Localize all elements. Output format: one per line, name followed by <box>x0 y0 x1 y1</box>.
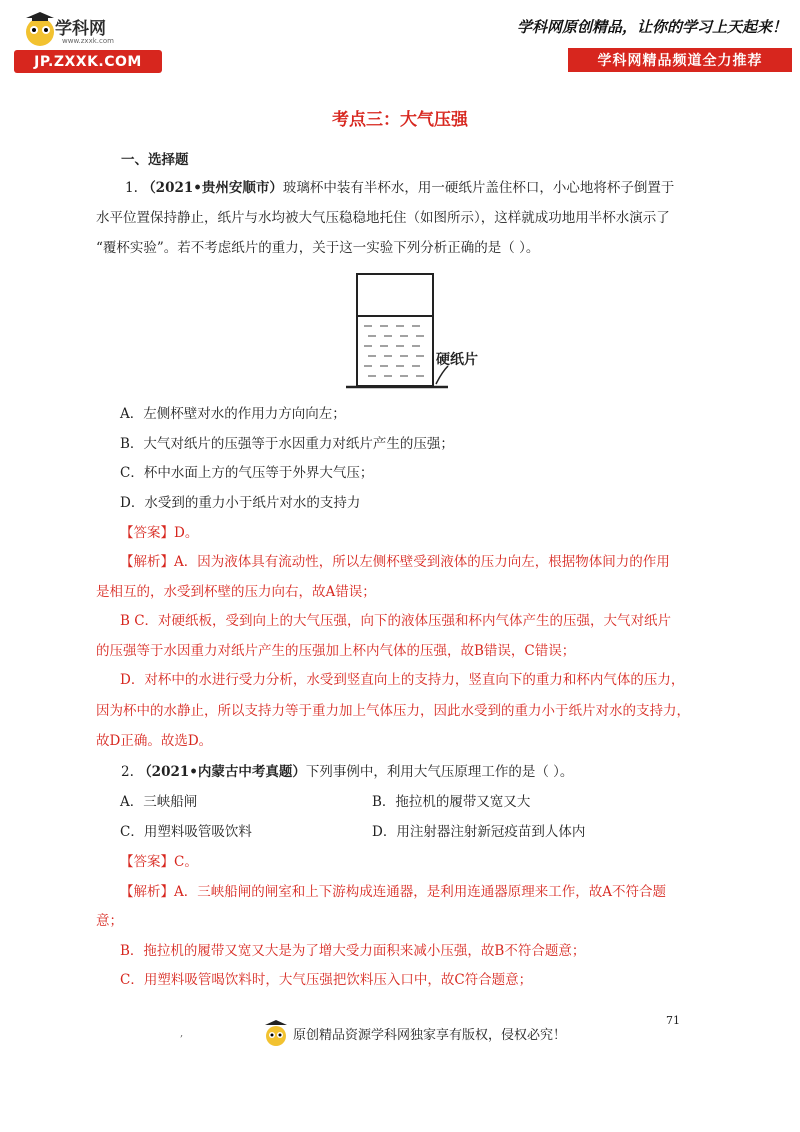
q1-stem-2: 水平位置保持静止，纸片与水均被大气压稳稳地托住（如图所示），这样就成功地用半杯水演示了 <box>96 210 670 226</box>
q2-option-a: A．三峡船闸 <box>120 794 198 810</box>
q2-analysis-line2: 意； <box>96 913 123 929</box>
header-banner: 学科网精品频道全力推荐 <box>568 48 792 72</box>
q2-analysis-line3: B．拖拉机的履带又宽又大是为了增大受力面积来减小压强，故B不符合题意； <box>120 943 586 959</box>
q2-analysis-text-1: A．三峡船闸的闸室和上下游构成连通器，是利用连通器原理来工作，故A不符合题 <box>174 884 666 900</box>
q2-answer-value: C。 <box>174 854 198 870</box>
q1-option-a: A．左侧杯壁对水的作用力方向向左； <box>120 406 346 422</box>
q2-option-b: B．拖拉机的履带又宽又大 <box>372 794 531 810</box>
q1-stem-3: “覆杯实验”。若不考虑纸片的重力，关于这一实验下列分析正确的是（ ）。 <box>96 240 540 256</box>
q1-analysis-line1 <box>120 552 670 572</box>
q2-answer-tag: 【答案】 <box>120 854 174 870</box>
page-title: 考点三：大气压强 <box>332 110 468 130</box>
q2-analysis-line1 <box>120 882 666 902</box>
q1-analysis-line5: D．对杯中的水进行受力分析，水受到竖直向上的支持力，竖直向下的重力和杯内气体的压力， <box>120 672 685 688</box>
q2-option-c: C．用塑料吸管吸饮料 <box>120 824 252 840</box>
q1-option-d: D．水受到的重力小于纸片对水的支持力 <box>120 495 361 511</box>
q1-option-c: C．杯中水面上方的气压等于外界大气压； <box>120 465 374 481</box>
q2-source: （2021•内蒙古中考真题） <box>138 764 306 780</box>
q1-analysis-tag: 【解析】 <box>120 554 174 570</box>
q1-option-b: B．大气对纸片的压强等于水因重力对纸片产生的压强； <box>120 436 454 452</box>
q1-analysis-line3: B C．对硬纸板，受到向上的大气压强，向下的液体压强和杯内气体产生的压强，大气对纸片 <box>120 613 672 629</box>
q1-analysis-line4: 的压强等于水因重力对纸片产生的压强加上杯内气体的压强，故B错误，C错误； <box>96 643 576 659</box>
q2-option-d: D．用注射器注射新冠疫苗到人体内 <box>372 824 586 840</box>
logo-badge: JP.ZXXK.COM <box>14 50 162 73</box>
q2-analysis-line4: C．用塑料吸管喝饮料时，大气压强把饮料压入口中，故C符合题意； <box>120 972 533 988</box>
q1-analysis-line7: 故D正确。故选D。 <box>96 733 213 749</box>
q1-analysis-line2: 是相互的，水受到杯壁的压力向右，故A错误； <box>96 584 376 600</box>
q2-stem <box>121 762 573 782</box>
q1-answer <box>120 523 198 543</box>
q1-answer-tag: 【答案】 <box>120 525 174 541</box>
footer-owl-icon <box>262 1018 290 1050</box>
footer-mark: , <box>180 1028 184 1039</box>
logo-text: 学科网 <box>55 19 106 39</box>
q1-stem-1: 玻璃杯中装有半杯水，用一硬纸片盖住杯口，小心地将杯子倒置于 <box>282 180 675 196</box>
q1-analysis-line6: 因为杯中的水静止，所以支持力等于重力加上气体压力，因此水受到的重力小于纸片对水的支持力， <box>96 703 690 719</box>
header-slogan: 学科网原创精品，让你的学习上天起来！ <box>517 18 788 36</box>
figure-card-label: 硬纸片 <box>436 352 478 368</box>
footer-notice: 原创精品资源学科网独家享有版权，侵权必究！ <box>293 1028 567 1043</box>
inverted-cup-figure <box>336 268 496 398</box>
q2-stem-text: 下列事例中，利用大气压原理工作的是（ ）。 <box>305 764 574 780</box>
q2-number: 2. <box>121 764 134 780</box>
q1-number: 1. <box>125 180 138 196</box>
q1-answer-value: D。 <box>174 525 199 541</box>
q1-line1 <box>125 178 674 198</box>
page-number: 71 <box>666 1014 680 1027</box>
q2-analysis-tag: 【解析】 <box>120 884 174 900</box>
q2-answer <box>120 852 198 872</box>
q1-source: （2021•贵州安顺市） <box>142 180 283 196</box>
q1-analysis-text-1: A．因为液体具有流动性，所以左侧杯壁受到液体的压力向左，根据物体间力的作用 <box>174 554 670 570</box>
section-heading: 一、选择题 <box>121 152 189 168</box>
logo-small-url: www.zxxk.com <box>62 37 114 45</box>
